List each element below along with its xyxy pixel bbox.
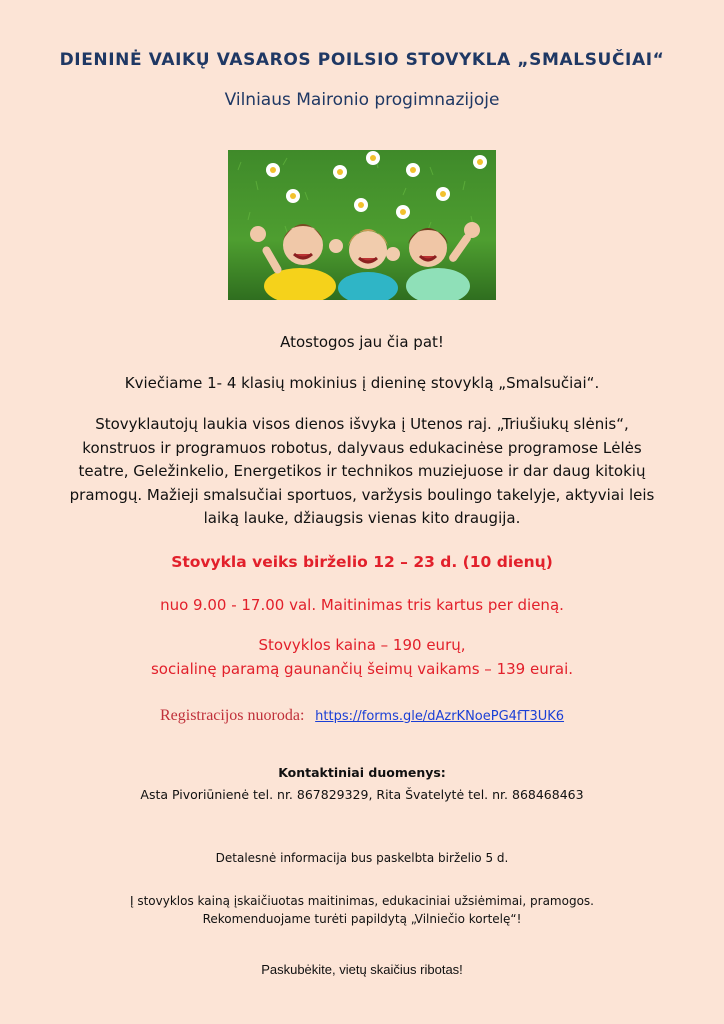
registration-link[interactable]: https://forms.gle/dAzrKNoePG4fT3UK6 bbox=[315, 709, 565, 724]
detail-info: Detalesnė informacija bus paskelbta birželio 5 d. bbox=[215, 851, 509, 865]
recommendation: Rekomenduojame turėti papildytą „Vilniečio kortelę“! bbox=[202, 912, 522, 926]
description-paragraph: Stovyklautojų laukia visos dienos išvyka į Utenos raj. „Triušiukų slėnis“, konstruos ir programuos robotus, dalyvaus edukacinėse programose Lėlės teatre, Geležinkelio, Energetikos ir technikos muziejuose ir dar daug kitokių pramogų. Mažieji smalsučiai sportuos, varžysis boulingo takelyje, aktyviai leis laiką lauke, džiaugsis vienas kito draugija. bbox=[69, 415, 655, 527]
contacts-text: Asta Pivoriūnienė tel. nr. 867829329, Rita Švatelytė tel. nr. 868468463 bbox=[140, 787, 584, 802]
camp-price-social: socialinę paramą gaunančių šeimų vaikams – 139 eurai. bbox=[150, 660, 574, 678]
children-on-grass-photo bbox=[228, 150, 496, 300]
intro-line-2: Kviečiame 1- 4 klasių mokinius į dieninę stovyklą „Smalsučiai“. bbox=[124, 374, 600, 392]
camp-price: Stovyklos kaina – 190 eurų, bbox=[258, 636, 466, 654]
contacts-heading: Kontaktiniai duomenys: bbox=[278, 765, 446, 780]
camp-hours: nuo 9.00 - 17.00 val. Maitinimas tris kartus per dieną. bbox=[160, 596, 564, 614]
page-subtitle: Vilniaus Maironio progimnazijoje bbox=[224, 90, 500, 110]
registration-label: Registracijos nuoroda: bbox=[159, 707, 305, 724]
included-info: Į stovyklos kainą įskaičiuotas maitinimas, edukaciniai užsiėmimai, pramogos. bbox=[130, 894, 594, 908]
intro-line-1: Atostogos jau čia pat! bbox=[280, 333, 444, 351]
hurry-note: Paskubėkite, vietų skaičius ribotas! bbox=[261, 962, 463, 977]
camp-dates: Stovykla veiks birželio 12 – 23 d. (10 dienų) bbox=[171, 553, 553, 571]
registration-line bbox=[0, 706, 724, 725]
page-title: DIENINĖ VAIKŲ VASAROS POILSIO STOVYKLA „SMALSUČIAI“ bbox=[59, 50, 665, 70]
